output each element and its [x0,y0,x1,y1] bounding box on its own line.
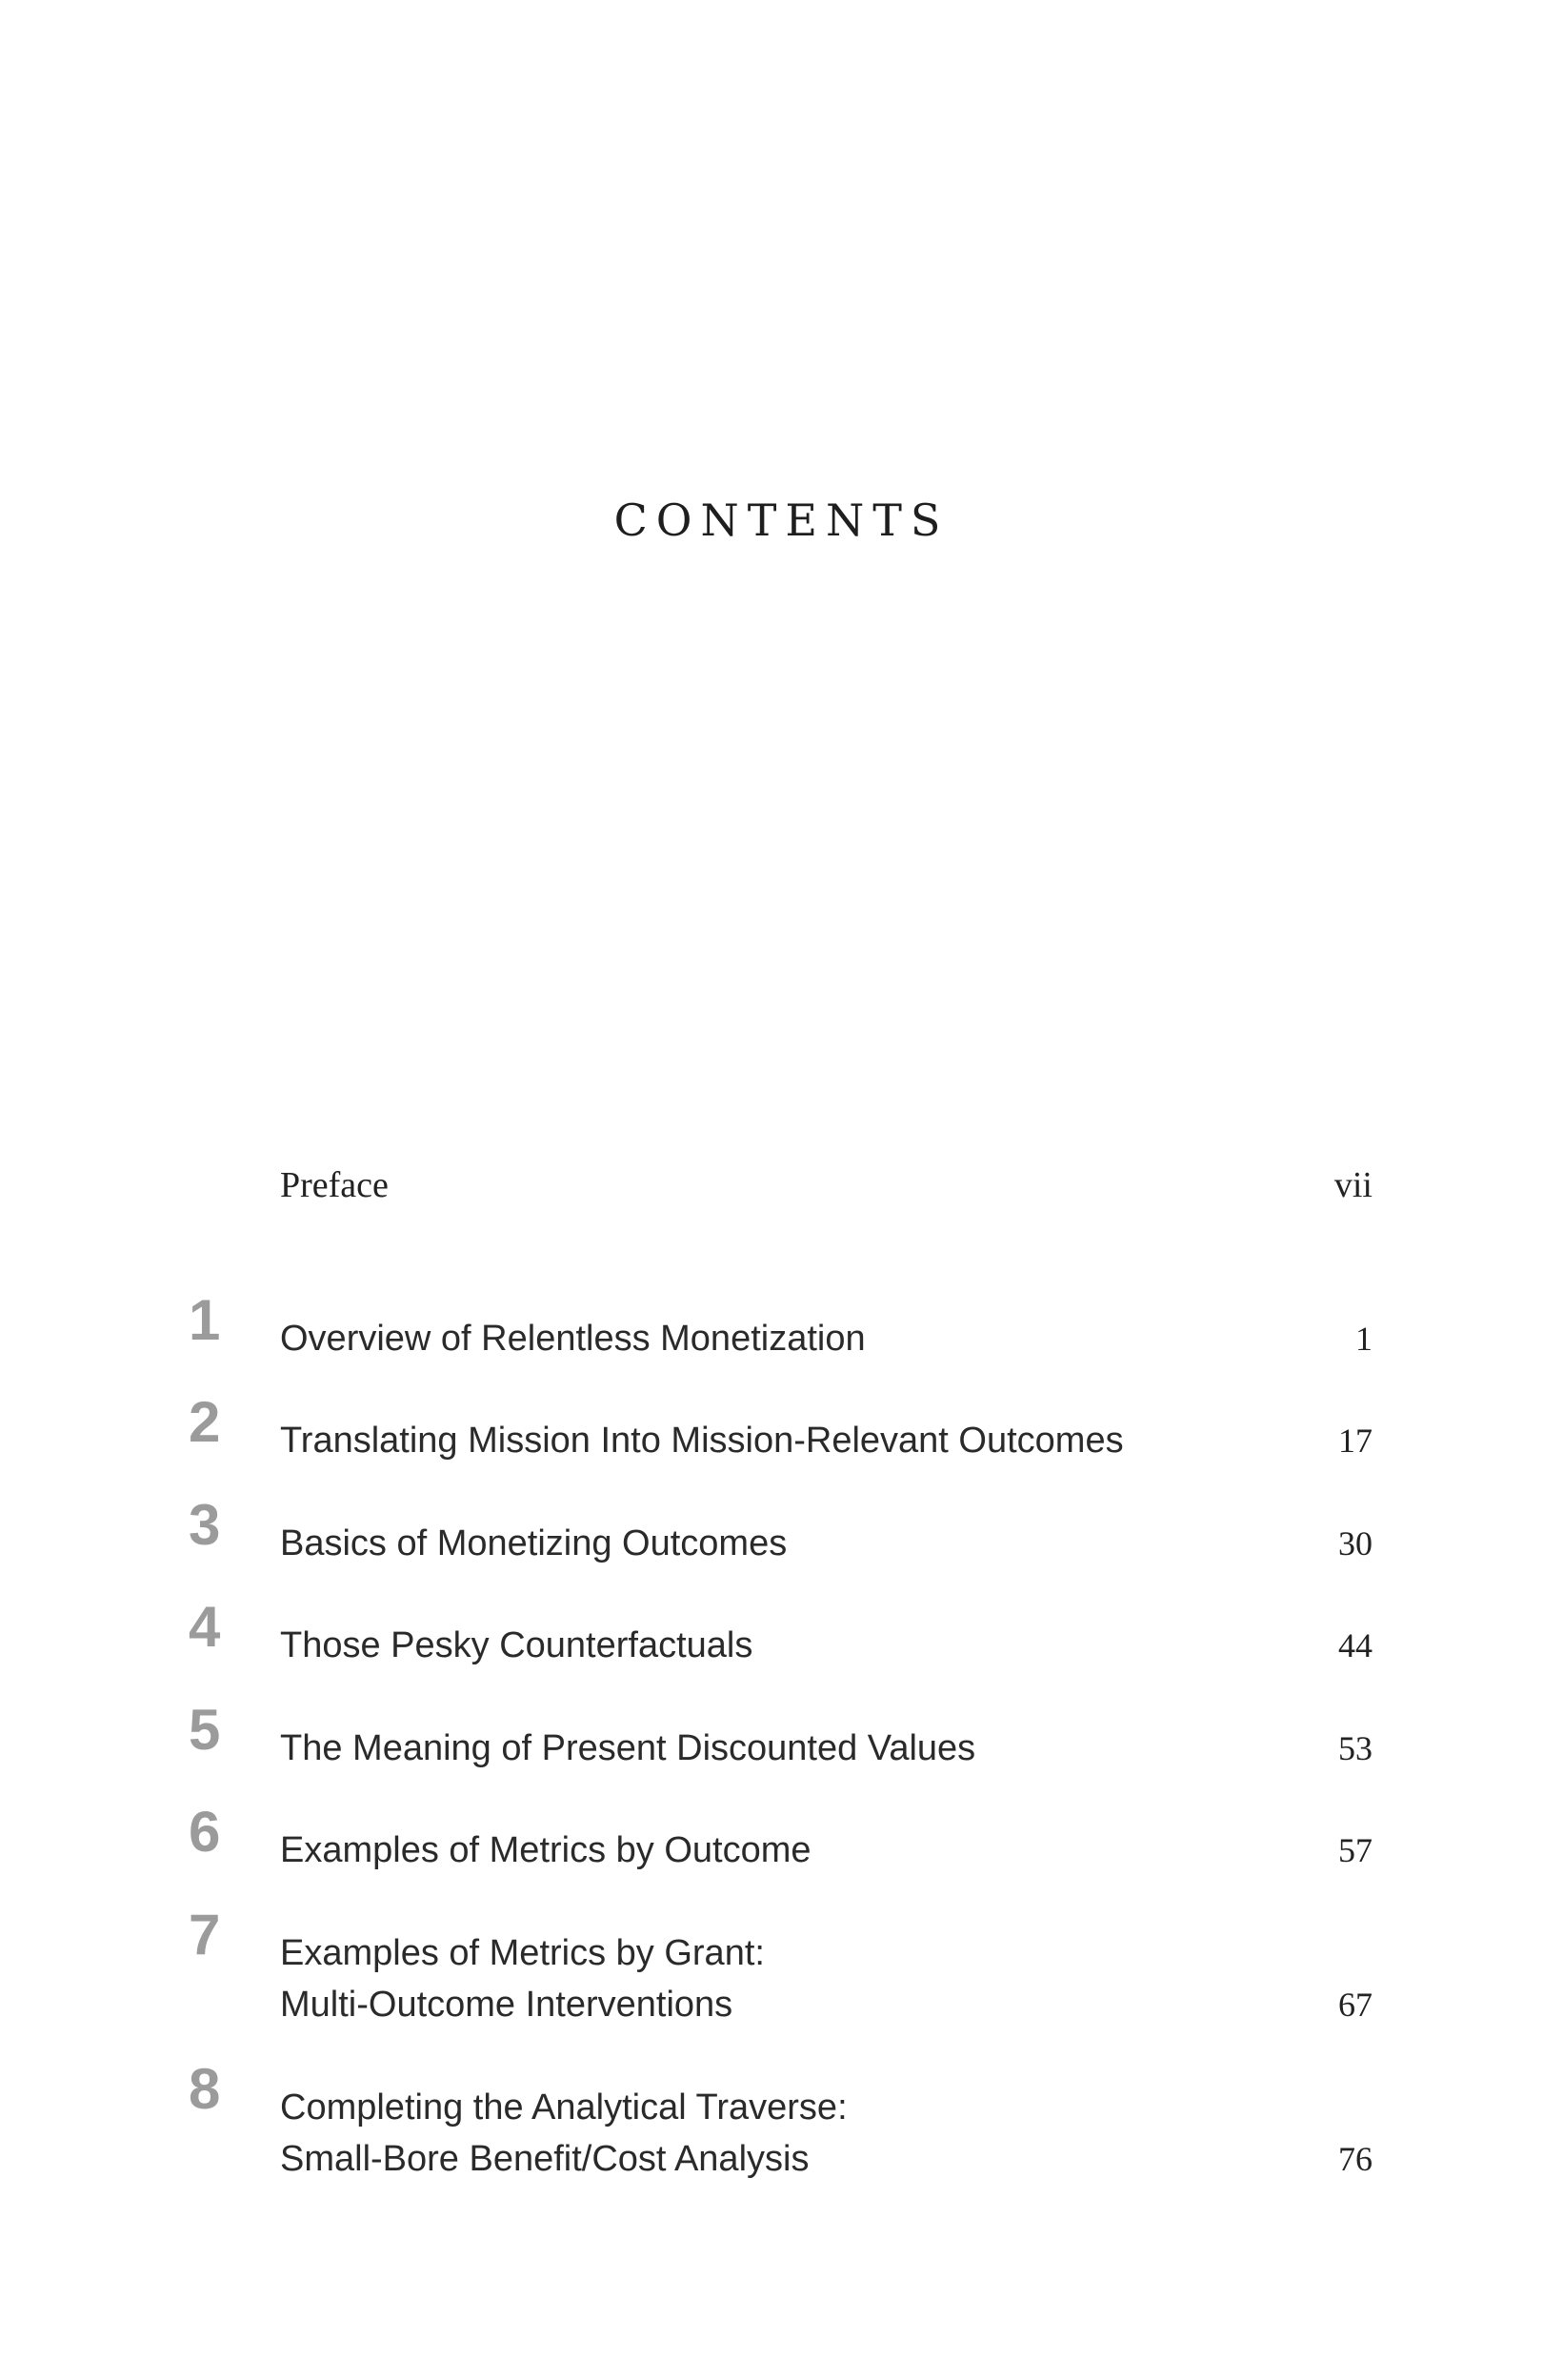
chapter-title-line: Translating Mission Into Mission-Relevant Outcomes [280,1421,1124,1461]
chapter-title [280,1415,1290,1466]
chapter-title-line: Examples of Metrics by Outcome [280,1830,812,1870]
chapter-title-line: Small-Bore Benefit/Cost Analysis [280,2139,810,2179]
chapter-title [280,1825,1290,1876]
chapter-number: 4 [189,1595,221,1659]
chapter-title-line: The Meaning of Present Discounted Values [280,1728,976,1768]
chapter-title-line: Completing the Analytical Traverse: [280,2088,848,2128]
chapter-title-line: Those Pesky Counterfactuals [280,1625,753,1665]
chapter-title [280,1927,1290,2030]
chapter-title [280,1518,1290,1569]
chapter-page-number: 53 [1338,1729,1373,1767]
chapter-title-line: Overview of Relentless Monetization [280,1319,866,1359]
chapter-page-number: 17 [1338,1422,1373,1460]
chapter-number: 6 [189,1800,221,1864]
preface-page-number: vii [1333,1165,1373,1205]
chapter-title [280,1313,1290,1364]
chapter-number: 7 [189,1903,221,1967]
chapter-title-line: Multi-Outcome Interventions [280,1985,733,2025]
chapter-number: 1 [189,1288,221,1352]
chapter-title [280,1723,1290,1774]
chapter-title [280,1620,1290,1671]
chapter-title [280,2082,1290,2185]
chapter-number: 2 [189,1390,221,1454]
chapter-page-number: 30 [1338,1524,1373,1563]
chapter-page-number: 76 [1338,2140,1373,2178]
chapter-page-number: 44 [1338,1626,1373,1664]
chapter-number: 5 [189,1698,221,1762]
chapter-page-number: 57 [1338,1831,1373,1869]
chapter-title-line: Examples of Metrics by Grant: [280,1933,765,1973]
chapter-title-line: Basics of Monetizing Outcomes [280,1523,788,1563]
chapter-page-number: 1 [1355,1320,1373,1358]
chapter-number: 8 [189,2057,221,2121]
chapter-number: 3 [189,1493,221,1557]
page-title: CONTENTS [613,494,950,546]
chapter-page-number: 67 [1338,1986,1373,2024]
preface-label: Preface [280,1165,389,1205]
